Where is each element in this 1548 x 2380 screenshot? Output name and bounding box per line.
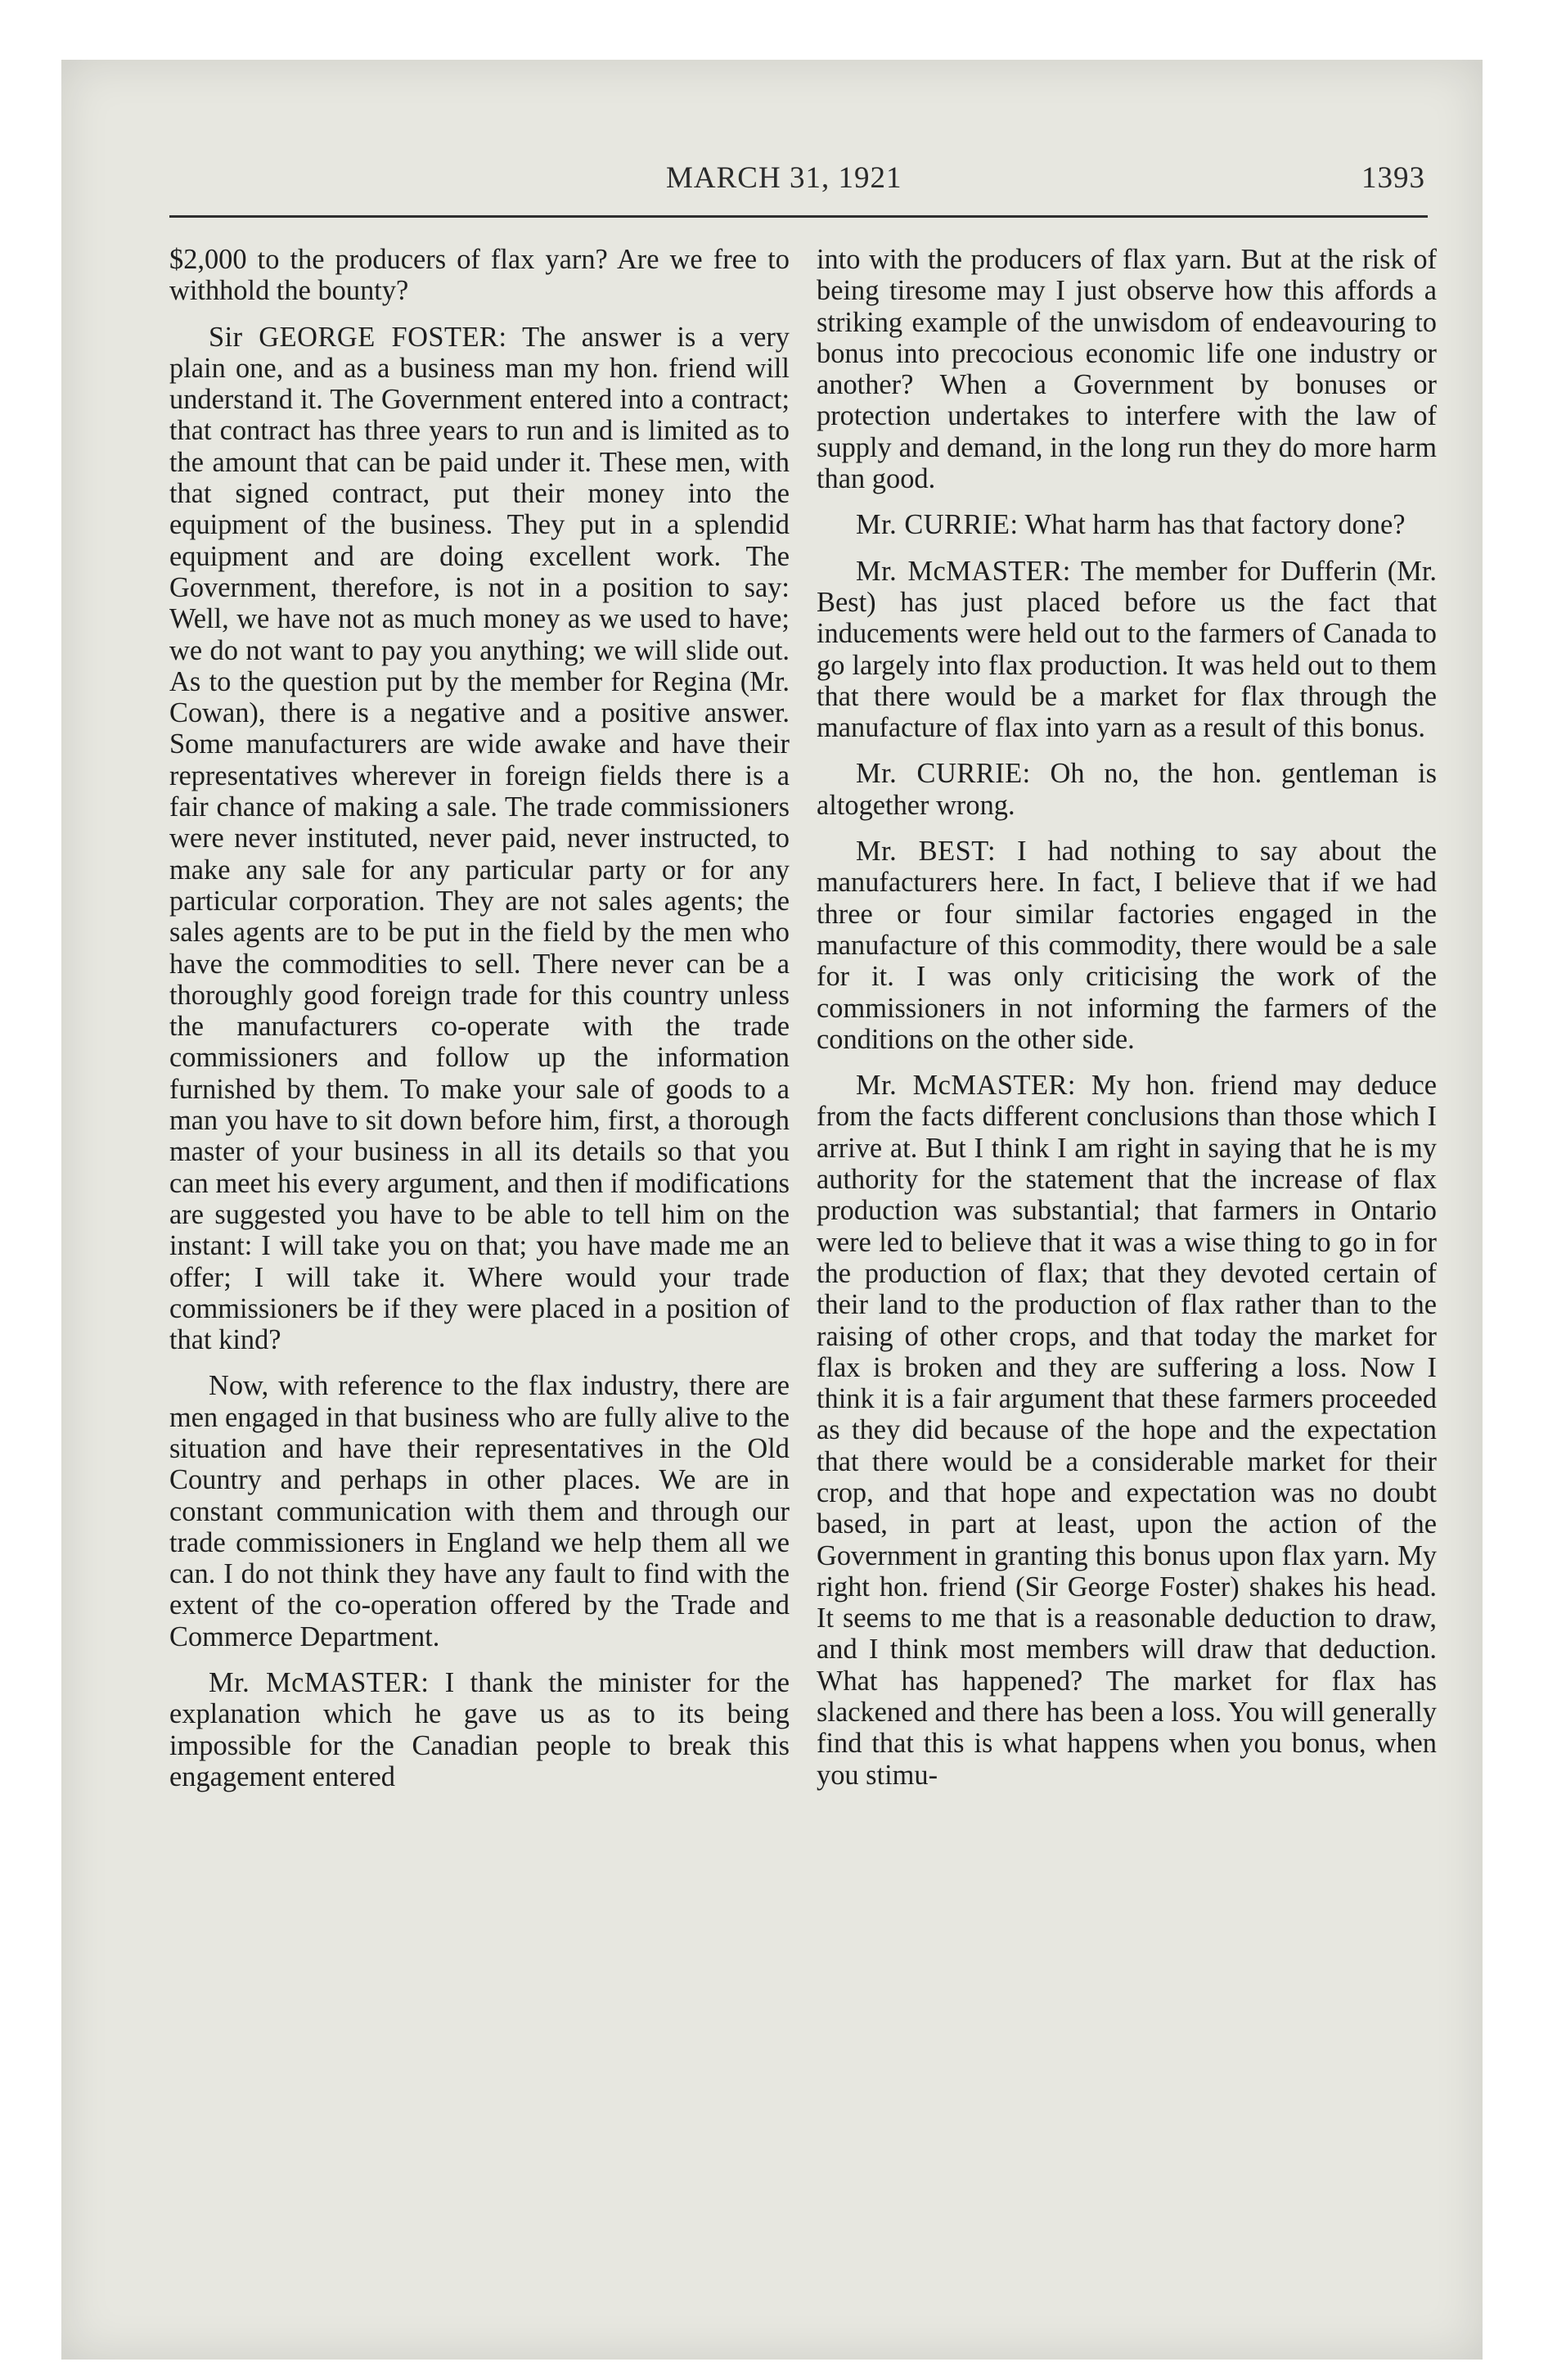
speaker-name: Mr. CURRIE:	[856, 509, 1019, 541]
speech-text: The answer is a very plain one, and as a business man my hon. friend will understand it. The Government entered into a contract; that contract has three years to run and is limited as to the amount that can be paid under it. These men, with that signed contract, put their money into the equipment of the business. They put in a splendid equipment and are doing excellent work. The Government, therefore, is not in a position to say: Well, we have not as much money as we used to have; we do not want to pay you anything; we will slide out. As to the question put by the member for Regina (Mr. Cowan), there is a negative and a positive answer. Some manufacturers are wide awake and have their representatives wherever in foreign fields there is a fair chance of making a sale. The trade commissioners were never instituted, never paid, never instructed, to make any sale for any particular party or for any particular corporation. They are not sales agents; the sales agents are to be put in the field by the men who have the commodities to sell. There never can be a thoroughly good foreign trade for this country unless the manufacturers co-operate with the trade commissioners and follow up the information furnished by them. To make your sale of goods to a man you have to sit down before him, first, a thorough master of your business in all its details so that you can meet his every argument, and then if modifications are suggested you have to be able to tell him on the instant: I will take you on that; you have made me an offer; I will take it. Where would your trade commissioners be if they were placed in a position of that kind?	[169, 321, 790, 1356]
paragraph-foster-answer	[169, 322, 790, 1356]
speech-text: I thank the minister for the explanation which he gave us as to its being impossible for the Canadian people to break this engagement entered	[169, 1667, 790, 1792]
speaker-name: Mr. McMASTER:	[209, 1667, 430, 1699]
speech-text: The member for Dufferin (Mr. Best) has just placed before us the fact that inducements were held out to the farmers of Canada to go largely into flax production. It was held out to them that there would be a market for flax through the manufacture of flax into yarn as a result of this bonus.	[817, 555, 1437, 744]
paragraph-bounty-question: $2,000 to the producers of flax yarn? Are we free to withhold the bounty?	[169, 244, 790, 307]
paragraph-continuation: into with the producers of flax yarn. But at the risk of being tiresome may I just observe how this affords a striking example of the unwisdom of endeavouring to bonus into precocious economic life one industry or another? When a Government by bonuses or protection undertakes to interfere with the law of supply and demand, in the long run they do more harm than good.	[817, 244, 1437, 495]
speaker-name: Sir GEORGE FOSTER:	[209, 321, 507, 353]
header-rule	[169, 215, 1428, 218]
header-date: MARCH 31, 1921	[666, 161, 902, 195]
paragraph-mcmaster-reply	[817, 556, 1437, 744]
paragraph-currie-objection	[817, 758, 1437, 821]
speech-text: Oh no, the hon. gentleman is altogether wrong.	[817, 758, 1437, 821]
paragraph-mcmaster-argument	[817, 1070, 1437, 1791]
paragraph-currie-question	[817, 509, 1437, 540]
page-number: 1393	[1361, 161, 1425, 195]
right-column	[817, 244, 1437, 1791]
speech-text: What harm has that factory done?	[1024, 509, 1406, 541]
paragraph-mcmaster-thanks	[169, 1667, 790, 1792]
left-column	[169, 244, 790, 1807]
paragraph-flax-industry: Now, with reference to the flax industry, there are men engaged in that business who are fully alive to the situation and have their representatives in the Old Country and perhaps in other places. We are in constant communication with them and through our trade commissioners in England we help them all we can. I do not think they have any fault to find with the extent of the co-operation offered by the Trade and Commerce Department.	[169, 1370, 790, 1652]
speaker-name: Mr. CURRIE:	[856, 758, 1031, 790]
speech-text: My hon. friend may deduce from the facts different conclusions than those which I arrive at. But I think I am right in saying that he is my authority for the statement that the increase of flax production was substantial; that farmers in Ontario were led to believe that it was a wise thing to go in for the production of flax; that they devoted certain of their land to the production of flax rather than to the raising of other crops, and that today the market for flax is broken and they are suffering a loss. Now I think it is a fair argument that these farmers proceeded as they did because of the hope and the expectation that there would be a considerable market for their crop, and that hope and expectation was no doubt based, in part at least, upon the action of the Government in granting this bonus upon flax yarn. My right hon. friend (Sir George Foster) shakes his head. It seems to me that is a reasonable deduction to draw, and I think most members will draw that deduction. What has happened? The market for flax has slackened and there has been a loss. You will generally find that this is what happens when you bonus, when you stimu-	[817, 1070, 1437, 1791]
speaker-name: Mr. McMASTER:	[856, 555, 1071, 587]
speaker-name: Mr. McMASTER:	[856, 1070, 1076, 1102]
paragraph-best-statement	[817, 836, 1437, 1055]
speaker-name: Mr. BEST:	[856, 836, 997, 868]
running-header	[169, 157, 1433, 206]
speech-text: I had nothing to say about the manufacturers here. In fact, I believe that if we had three or four similar factories engaged in the manufacture of this commodity, there would be a sale for it. I was only criticising the work of the commissioners in not informing the farmers of the conditions on the other side.	[817, 836, 1437, 1055]
